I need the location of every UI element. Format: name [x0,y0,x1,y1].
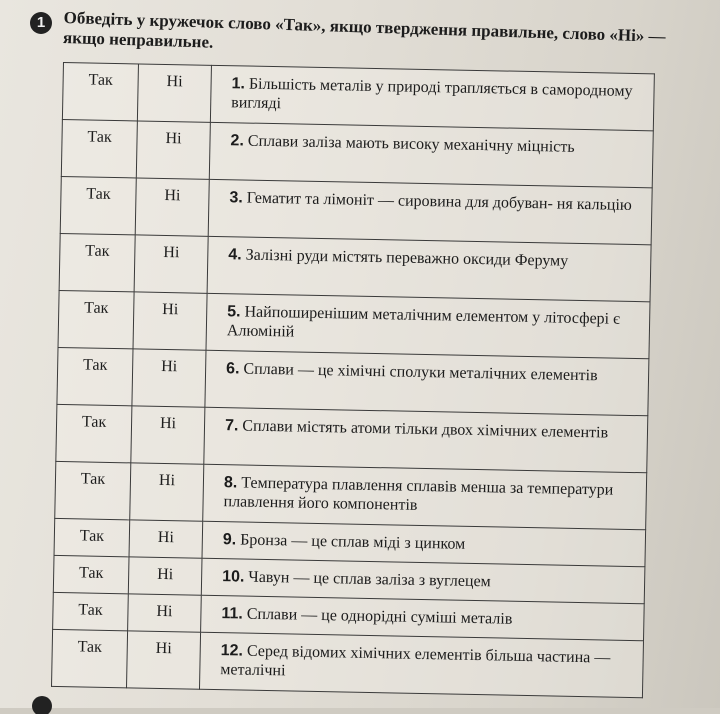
no-option[interactable]: Ні [136,121,210,179]
no-option[interactable]: Ні [128,594,202,632]
no-option[interactable]: Ні [128,557,202,595]
statement-text: Бронза — це сплав міді з цинком [240,531,466,553]
statement [207,236,651,301]
yes-option[interactable]: Так [58,290,134,348]
statement-number: 3. [229,189,243,207]
true-false-table [51,62,655,698]
statement [210,65,654,130]
no-option[interactable]: Ні [130,463,204,521]
statement-text: Сплави містять атоми тільки двох хімічних елементів [242,417,609,442]
statement-number: 2. [230,132,245,150]
statement-number: 4. [228,246,242,264]
yes-option[interactable]: Так [59,233,135,291]
yes-option[interactable]: Так [53,555,129,593]
statement-number: 11. [221,605,243,623]
statement-text: Залізні руди містять переважно оксиди Феруму [245,246,569,270]
no-option[interactable]: Ні [132,349,206,407]
statement-number: 6. [225,360,240,378]
statement-number: 12. [220,642,244,660]
yes-option[interactable]: Так [54,518,130,556]
statement [199,632,643,697]
no-option[interactable]: Ні [135,178,209,236]
statement-number: 1. [231,75,246,93]
no-option[interactable]: Ні [134,235,208,293]
statement-number: 8. [223,474,238,492]
statement-text: Сплави заліза мають високу механічну міцність [247,132,575,156]
next-task-fragment [20,694,720,714]
no-option[interactable]: Ні [126,631,200,689]
statement [209,122,653,187]
yes-option[interactable]: Так [61,119,137,177]
statement-text: Сплави — це однорідні суміші металів [246,605,513,628]
next-task-number-badge [32,696,52,714]
no-option[interactable]: Ні [133,292,207,350]
statement [204,407,648,472]
yes-option[interactable]: Так [55,461,131,519]
no-option[interactable]: Ні [137,64,211,122]
statement-text: Температура плавлення сплавів менша за температури плавлення його компонентів [223,474,614,514]
yes-option[interactable]: Так [53,592,129,630]
yes-option[interactable]: Так [57,347,133,405]
statement-text: Чавун — це сплав заліза з вуглецем [248,568,491,591]
statement [208,179,652,244]
task-number-badge: 1 [30,12,52,34]
yes-option[interactable]: Так [60,176,136,234]
statement-text: Серед відомих хімічних елементів більша частина — металічні [220,642,611,680]
statement-number: 10. [221,568,245,586]
statement-number: 7. [224,417,239,435]
no-option[interactable]: Ні [131,406,205,464]
statement-number: 9. [222,531,237,549]
statement-text: Більшість металів у природі трапляється в самородному вигляді [231,75,633,113]
yes-option[interactable]: Так [52,629,128,687]
statement-text: Найпоширенішим металічним елементом у літосфері є Алюміній [226,303,621,341]
statement [205,350,649,415]
statement [206,293,650,358]
statement-text: Гематит та лімоніт — сировина для добуван- ня кальцію [246,189,632,214]
table-row [52,629,644,697]
task-instruction: Обведіть у кружечок слово «Так», якщо твердження правильне, слово «Ні» — якщо неправильне. [62,8,666,52]
statement-text: Сплави — це хімічні сполуки металічних елементів [243,360,598,385]
statement-number: 5. [227,303,241,321]
yes-option[interactable]: Так [56,404,132,462]
statement [203,464,647,529]
no-option[interactable]: Ні [129,520,203,558]
yes-option[interactable]: Так [62,63,138,121]
